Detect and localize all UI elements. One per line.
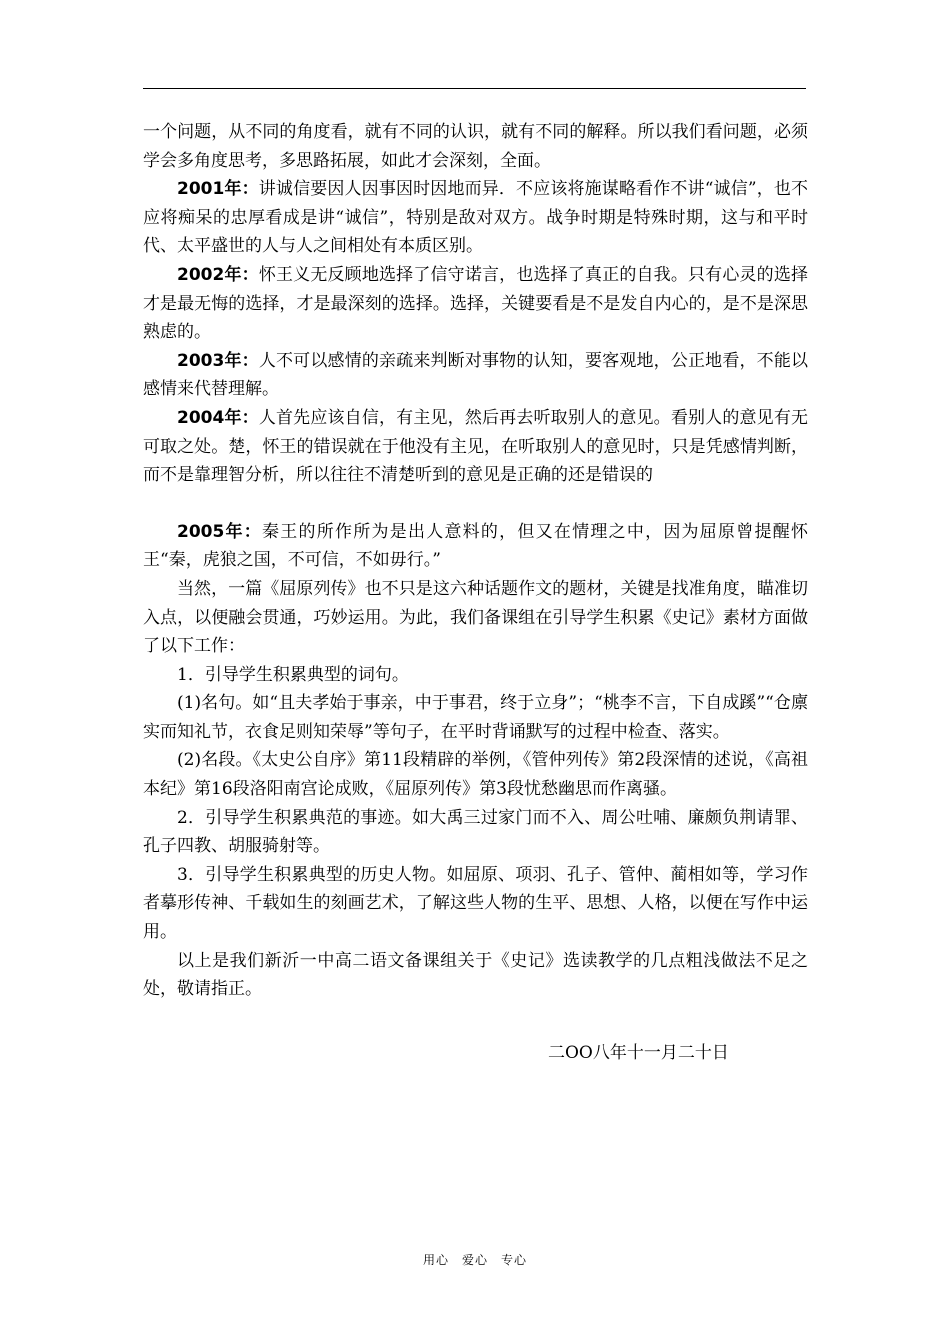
- paragraph-closing: 以上是我们新沂一中高二语文备课组关于《史记》选读教学的几点粗浅做法不足之处，敬请指正。: [143, 950, 808, 1000]
- paragraph-text-2001: 讲诚信要因人因事因时因地而异．不应该将施谋略看作不讲“诚信”，也不应将痴呆的忠厚看成是讲“诚信”，特别是敌对双方。战争时期是特殊时期，这与和平时代、太平盛世的人与人之间相处有本质区别。: [143, 179, 808, 257]
- page-footer: 用心 爱心 专心: [422, 1253, 527, 1267]
- paragraph-item-2: 2．引导学生积累典范的事迹。如大禹三过家门而不入、周公吐哺、廉颇负荆请罪、孔子四教、胡服骑射等。: [143, 807, 808, 857]
- paragraph-2001: [143, 175, 808, 261]
- paragraph-gap: [143, 490, 808, 518]
- paragraph-2004: [143, 404, 808, 490]
- paragraph-intro: 一个问题，从不同的角度看，就有不同的认识，就有不同的解释。所以我们看问题，必须学会多角度思考，多思路拓展，如此才会深刻，全面。: [143, 122, 808, 171]
- document-body: [143, 118, 808, 1004]
- paragraph-text-2005: 秦王的所作所为是出人意料的，但又在情理之中，因为屈原曾提醒怀王“秦，虎狼之国，不可信，不如毋行。”: [143, 521, 808, 571]
- year-label-2005: 2005年：: [177, 521, 263, 542]
- paragraph-item-1a: (1)名句。如“且夫孝始于事亲，中于事君，终于立身”；“桃李不言，下自成蹊”“仓廪实而知礼节，衣食足则知荣辱”等句子，在平时背诵默写的过程中检查、落实。: [143, 693, 808, 742]
- year-label-2004: 2004年：: [177, 407, 259, 428]
- paragraph-text-2002: 怀王义无反顾地选择了信守诺言，也选择了真正的自我。只有心灵的选择才是最无悔的选择，才是最深刻的选择。选择，关键要看是不是发自内心的，是不是深思熟虑的。: [143, 264, 808, 343]
- paragraph-work: 当然，一篇《屈原列传》也不只是这六种话题作文的题材，关键是找准角度，瞄准切入点，以便融会贯通，巧妙运用。为此，我们备课组在引导学生积累《史记》素材方面做了以下工作：: [143, 578, 808, 657]
- paragraph-item-3: 3．引导学生积累典型的历史人物。如屈原、项羽、孔子、管仲、蔺相如等，学习作者摹形传神、千载如生的刻画艺术，了解这些人物的生平、思想、人格，以便在写作中运用。: [143, 864, 808, 943]
- paragraph-item-1b: (2)名段。《太史公自序》第11段精辟的举例，《管仲列传》第2段深情的述说，《高祖本纪》第16段洛阳南宫论成败，《屈原列传》第3段忧愁幽思而作离骚。: [143, 750, 808, 800]
- paragraph-item-1: 1．引导学生积累典型的词句。: [177, 664, 409, 685]
- document-date: 二OO八年十一月二十日: [548, 1043, 729, 1063]
- header-rule: [143, 88, 806, 89]
- paragraph-2002: [143, 261, 808, 347]
- year-label-2003: 2003年：: [177, 350, 259, 371]
- paragraph-2005: [143, 518, 808, 575]
- paragraph-text-2004: 人首先应该自信，有主见，然后再去听取别人的意见。看别人的意见有无可取之处。楚，怀王的错误就在于他没有主见，在听取别人的意见时，只是凭感情判断，而不是靠理智分析，所以往往不清楚听到的意见是正确的还是错误的: [143, 407, 808, 486]
- year-label-2001: 2001年：: [177, 179, 259, 200]
- year-label-2002: 2002年：: [177, 264, 259, 285]
- paragraph-2003: [143, 347, 808, 404]
- paragraph-text-2003: 人不可以感情的亲疏来判断对事物的认知，要客观地，公正地看，不能以感情来代替理解。: [143, 350, 808, 400]
